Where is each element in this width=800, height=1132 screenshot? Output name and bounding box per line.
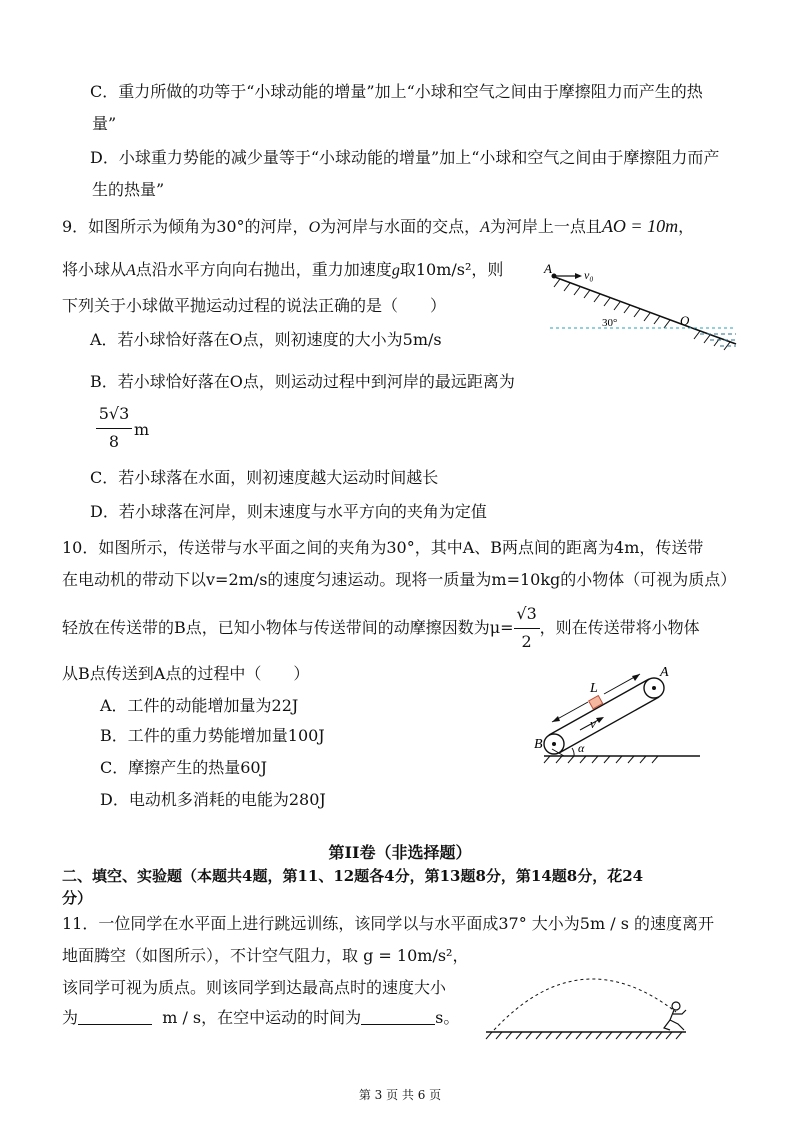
q9-text: 9．如图所示为倾角为 (62, 217, 217, 236)
q10-mu-num: √3 (516, 604, 537, 623)
q9-gravity-value: 10m/s² (415, 260, 472, 279)
q10-conveyor-figure (528, 652, 708, 764)
q9-angle: 30° (216, 217, 245, 236)
q9-riverbank-figure (540, 262, 740, 362)
q9-gravity-symbol: g (391, 262, 400, 279)
q9-text: ，则 (471, 260, 504, 279)
q10-fig-label-alpha: α (578, 741, 585, 755)
q10-mu-fraction (514, 604, 540, 651)
jumper-icon (664, 1002, 686, 1030)
q11-stem-line1: 11．一位同学在水平面上进行跳远训练，该同学以与水平面成37° 大小为5m / s 的速度离开 (62, 914, 715, 933)
q10-fig-label-a: A (660, 665, 669, 680)
q10-stem-line3 (62, 604, 700, 651)
q10-fig-label-b: B (534, 737, 543, 752)
q11-stem-line3: 该同学可视为质点。则该同学到达最高点时的速度大小 (62, 978, 447, 997)
q11-stem-line2: 地面腾空（如图所示），不计空气阻力，取 g = 10m/s²， (62, 946, 469, 965)
q9-text: 将小球从 (62, 260, 127, 279)
q9-stem-line1 (62, 214, 694, 240)
q9-text: 的河岸， (244, 217, 309, 236)
q11-stem-line4 (62, 1006, 459, 1030)
q10-stem-line2: 在电动机的带动下以v=2m/s的速度匀速运动。现将一质量为m=10kg的小物体（可视为质点） (62, 570, 737, 589)
section-title: 第II卷（非选择题） (328, 843, 472, 862)
q8-option-d-line1: D．小球重力势能的减少量等于“小球动能的增量”加上“小球和空气之间由于摩擦阻力而产 (90, 148, 720, 167)
q11-jump-figure (480, 968, 700, 1048)
q9-fig-label-angle: 30° (602, 317, 618, 329)
q9-text: 为河岸上一点且 (489, 217, 602, 236)
q10-fig-label-l: L (590, 681, 598, 696)
q10-text: 轻放在传送带的B点，已知小物体与传送带间的动摩擦因数为μ= (62, 618, 514, 637)
q9-point-a: A (126, 262, 136, 279)
q11-text: 为 (62, 1008, 79, 1027)
q9-text: 为河岸与水面的交点， (320, 217, 481, 236)
q9-fig-label-o: O (680, 313, 690, 328)
q9-fig-label-v0: v₀ (584, 268, 594, 282)
q10-stem-line4: 从B点传送到A点的过程中（ ） (62, 664, 310, 683)
q9-point-a: A (480, 219, 490, 236)
q9-option-a: A．若小球恰好落在O点，则初速度的大小为5m/s (90, 330, 442, 349)
q9-option-b: B．若小球恰好落在O点，则运动过程中到河岸的最远距离为 (90, 372, 515, 391)
q11-text: m / s，在空中运动的时间为 (162, 1008, 362, 1027)
q10-fig-label-v: v (590, 716, 596, 731)
q8-option-c-line2: 量” (92, 114, 117, 133)
q9-stem-line3: 下列关于小球做平抛运动过程的说法正确的是（ ） (62, 296, 447, 315)
q11-blank-speed[interactable] (78, 1008, 152, 1025)
q10-text: ，则在传送带将小物体 (539, 618, 700, 637)
q10-option-c: C．摩擦产生的热量60J (100, 758, 268, 777)
q11-text: s。 (435, 1008, 460, 1027)
q9-option-b-fraction-den: 8 (108, 432, 120, 451)
page-footer: 第 3 页 共 6 页 (358, 1088, 442, 1102)
q8-option-c-line1: C．重力所做的功等于“小球动能的增量”加上“小球和空气之间由于摩擦阻力而产生的热 (90, 82, 703, 101)
q9-fig-label-a: A (544, 262, 552, 276)
q9-text: 点沿水平方向向右抛出，重力加速度 (135, 260, 392, 279)
q9-stem-line2 (62, 258, 503, 283)
q9-text: 取 (399, 260, 416, 279)
q8-option-d-line2: 生的热量” (92, 180, 165, 199)
q9-option-b-unit: m (134, 420, 150, 439)
q9-option-d: D．若小球落在河岸，则末速度与水平方向的夹角为定值 (90, 502, 487, 521)
q10-option-b: B．工件的重力势能增加量100J (100, 726, 325, 745)
q9-point-o: O (308, 219, 321, 236)
q9-text: ， (678, 217, 695, 236)
q10-option-a: A．工件的动能增加量为22J (100, 696, 299, 715)
q9-option-b-fraction-num: 5√3 (98, 404, 130, 423)
q10-option-d: D．电动机多消耗的电能为280J (100, 790, 326, 809)
q10-mu-den: 2 (521, 632, 532, 651)
section-heading-line2: 分） (62, 889, 93, 907)
q9-option-c: C．若小球落在水面，则初速度越大运动时间越长 (90, 468, 439, 487)
section-heading-line1: 二、填空、实验题（本题共4题，第11、12题各4分，第13题8分，第14题8分，花24 (62, 867, 644, 885)
q10-stem-line1: 10．如图所示，传送带与水平面之间的夹角为30°，其中A、B两点间的距离为4m，传送带 (62, 538, 704, 557)
q9-equation: AO = 10m (601, 216, 679, 236)
q9-option-b-fraction-bar (96, 428, 132, 429)
q11-blank-time[interactable] (361, 1008, 435, 1025)
